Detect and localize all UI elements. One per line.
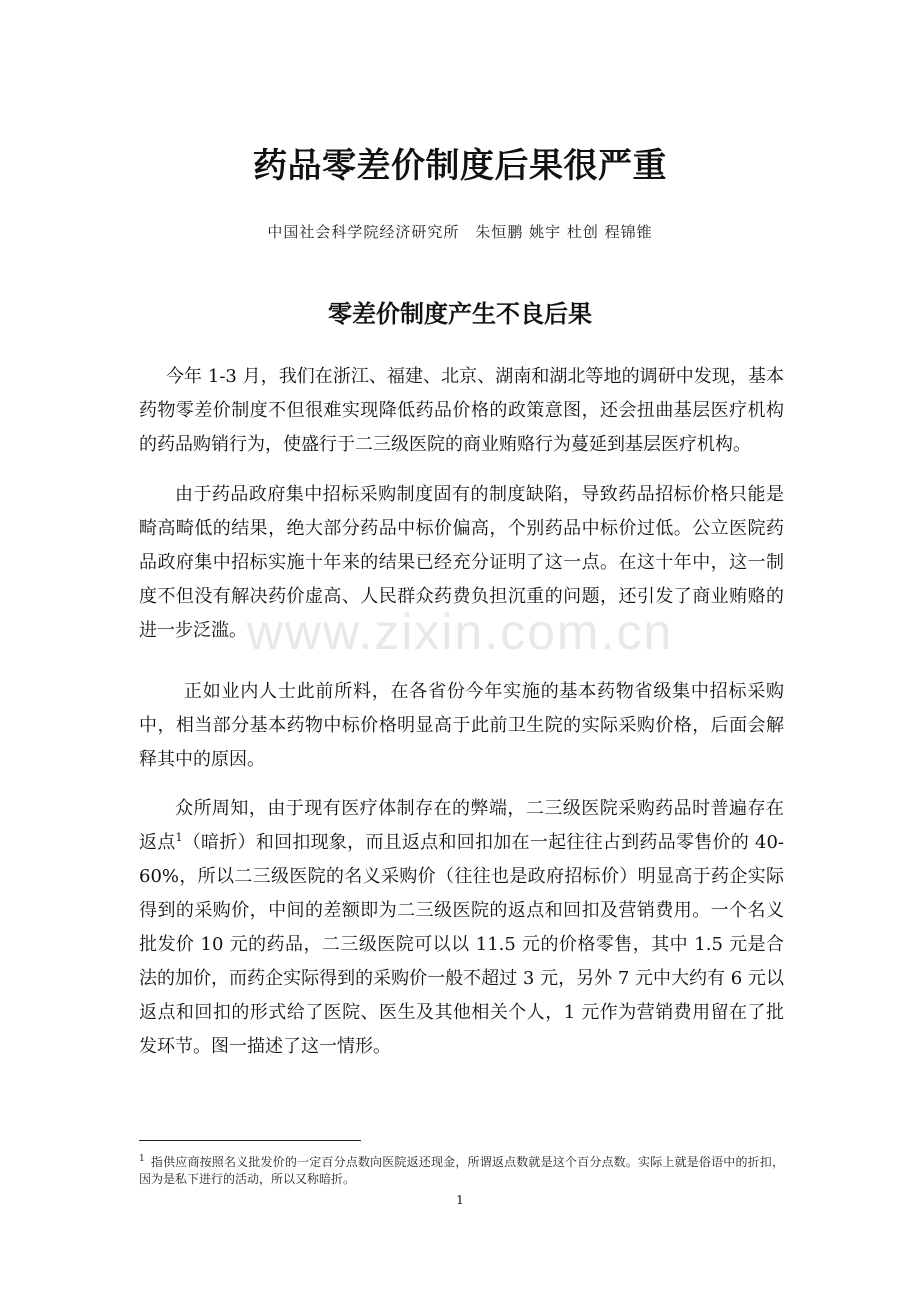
paragraph-3: 正如业内人士此前所料，在各省份今年实施的基本药物省级集中招标采购中，相当部分基本药物中标价格明显高于此前卫生院的实际采购价格，后面会解释其中的原因。: [139, 681, 784, 770]
paragraph-1: 今年 1-3 月，我们在浙江、福建、北京、湖南和湖北等地的调研中发现，基本药物零差价制度不但很难实现降低药品价格的政策意图，还会扭曲基层医疗机构的药品购销行为，使盛行于二三级医院的商业贿赂行为蔓延到基层医疗机构。: [139, 366, 784, 455]
paragraph-4: [139, 792, 784, 1064]
footnote-text: 指供应商按照名义批发价的一定百分点数向医院返还现金，所谓返点数就是这个百分点数。实际上就是俗语中的折扣，因为是私下进行的活动，所以又称暗折。: [139, 1155, 784, 1186]
footnote-separator: [139, 1140, 361, 1141]
section-heading: 零差价制度产生不良后果: [328, 299, 592, 328]
footnote-marker: 1: [139, 1154, 145, 1164]
paragraph-4-text-b: （暗折）和回扣现象，而且返点和回扣加在一起往往占到药品零售价的 40-60%，所以二三级医院的名义采购价（往往也是政府招标价）明显高于药企实际得到的采购价，中间的差额即为二三级医院的返点和回扣及营销费用。一个名义批发价 10 元的药品，二三级医院可以以 11.5 元的价格零售，其中 1.5 元是合法的加价，而药企实际得到的采购价一般不超过 3 元，另外 7 元中大约有 6 元以返点和回扣的形式给了医院、医生及其他相关个人，1 元作为营销费用留在了批发环节。图一描述了这一情形。: [139, 832, 784, 1057]
footnote-reference[interactable]: 1: [175, 831, 183, 844]
page-number: 1: [456, 1193, 464, 1207]
paragraph-4-text-a: 众所周知，由于现有医疗体制存在的弊端，二三级医院采购药品时普遍存在返点: [139, 798, 784, 853]
paragraph-2: 由于药品政府集中招标采购制度固有的制度缺陷，导致药品招标价格只能是畸高畸低的结果，绝大部分药品中标价偏高，个别药品中标价过低。公立医院药品政府集中招标实施十年来的结果已经充分证明了这一点。在这十年中，这一制度不但没有解决药价虚高、人民群众药费负担沉重的问题，还引发了商业贿赂的进一步泛滥。: [139, 484, 784, 641]
document-title: 药品零差价制度后果很严重: [253, 146, 667, 186]
watermark: www.zixin.com.cn: [246, 604, 674, 660]
author-line: 中国社会科学院经济研究所 朱恒鹏 姚宇 杜创 程锦锥: [267, 223, 653, 241]
footnote: [139, 1154, 784, 1188]
